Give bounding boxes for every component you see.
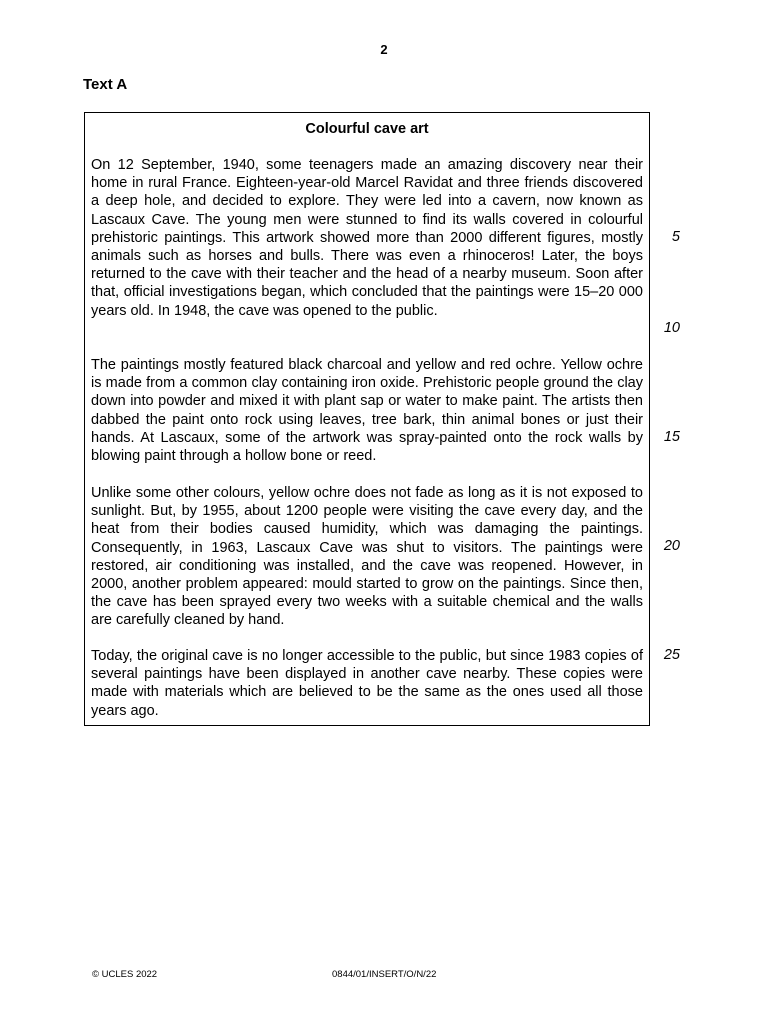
article-paragraph: On 12 September, 1940, some teenagers made an amazing discovery near their home in rural France. Eighteen-year-old Marcel Ravidat and three friends discovered a deep hole, and decided to explore. They were led into a cavern, now known as Lascaux Cave. The young men were stunned to find its walls covered in colourful prehistoric paintings. This artwork showed more than 2000 different figures, mostly animals such as horses and bulls. There was even a rhinoceros! Later, the boys returned to the cave with their teacher and the head of a nearby museum. Soon after that, official investigations began, which concluded that the paintings were 15–20 000 years old. In 1948, the cave was opened to the public. bbox=[91, 157, 643, 319]
article-box bbox=[84, 112, 650, 726]
line-number: 5 bbox=[671, 229, 680, 245]
article-paragraph: Unlike some other colours, yellow ochre does not fade as long as it is not exposed to sunlight. But, by 1955, about 1200 people were visiting the cave every day, and the heat from their bodies caused humidity, which was damaging the paintings. Consequently, in 1963, Lascaux Cave was shut to visitors. The paintings were restored, air conditioning was installed, and the cave was reopened. However, in 2000, another problem appeared: mould started to grow on the paintings. Since then, the cave has been sprayed every two weeks with a suitable chemical and the walls are carefully cleaned by hand. bbox=[91, 485, 643, 629]
line-number: 15 bbox=[663, 429, 680, 445]
section-heading: Text A bbox=[83, 76, 128, 93]
page-number: 2 bbox=[380, 42, 388, 57]
footer-document-code: 0844/01/INSERT/O/N/22 bbox=[332, 969, 437, 980]
line-number: 25 bbox=[663, 647, 680, 663]
line-number: 10 bbox=[663, 320, 680, 336]
article-paragraph: The paintings mostly featured black charcoal and yellow and red ochre. Yellow ochre is made from a common clay containing iron oxide. Prehistoric people ground the clay down into powder and mixed it with plant sap or water to make paint. The artists then dabbed the paint onto rock using leaves, tree bark, thin animal bones or just their hands. At Lascaux, some of the artwork was spray-painted onto the rock walls by blowing paint through a hollow bone or reed. bbox=[91, 357, 643, 465]
article-title: Colourful cave art bbox=[305, 121, 429, 137]
footer-copyright: © UCLES 2022 bbox=[92, 969, 158, 980]
line-number: 20 bbox=[663, 538, 680, 554]
article-paragraph: Today, the original cave is no longer accessible to the public, but since 1983 copies of several paintings have been displayed in another cave nearby. These copies were made with materials which are believed to be the same as the ones used all those years ago. bbox=[91, 648, 643, 719]
